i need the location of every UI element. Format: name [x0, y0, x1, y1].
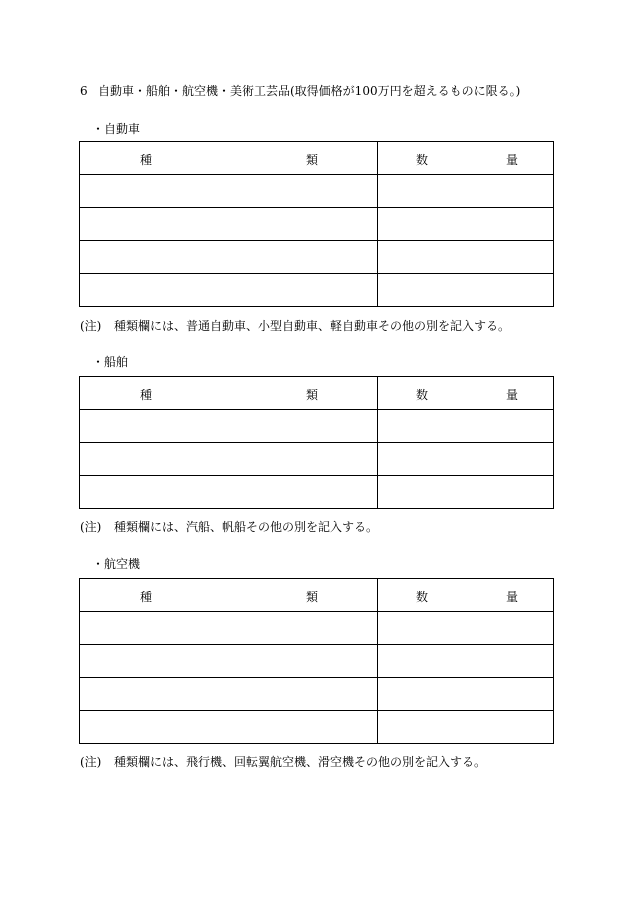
table-row	[80, 612, 554, 645]
table-row	[80, 241, 554, 274]
table-row	[80, 678, 554, 711]
kind-cell[interactable]	[80, 476, 378, 509]
quantity-cell[interactable]	[378, 612, 554, 645]
note-text: 種類欄には、普通自動車、小型自動車、軽自動車その他の別を記入する。	[114, 319, 511, 333]
table-row	[80, 645, 554, 678]
section-title: 自動車・船舶・航空機・美術工芸品(取得価格が100万円を超えるものに限る。)	[98, 84, 521, 98]
ship-subheading: ・船舶	[92, 355, 129, 369]
aircraft-table	[79, 578, 554, 744]
kind-cell[interactable]	[80, 645, 378, 678]
kind-cell[interactable]	[80, 274, 378, 307]
quantity-cell[interactable]	[378, 711, 554, 744]
table-header-row	[80, 377, 554, 410]
kind-cell[interactable]	[80, 443, 378, 476]
kind-cell[interactable]	[80, 208, 378, 241]
section-heading	[80, 82, 520, 99]
quantity-cell[interactable]	[378, 443, 554, 476]
note-text: 種類欄には、飛行機、回転翼航空機、滑空機その他の別を記入する。	[114, 755, 487, 769]
table-header-row	[80, 142, 554, 175]
kind-cell[interactable]	[80, 678, 378, 711]
aircraft-subheading: ・航空機	[92, 557, 141, 571]
table-row	[80, 274, 554, 307]
ship-table	[79, 376, 554, 509]
table-row	[80, 208, 554, 241]
quantity-header: 数 量	[378, 579, 554, 612]
table-row	[80, 711, 554, 744]
car-subheading: ・自動車	[92, 122, 141, 136]
quantity-cell[interactable]	[378, 410, 554, 443]
table-row	[80, 410, 554, 443]
section-number: 6	[80, 84, 88, 98]
quantity-cell[interactable]	[378, 241, 554, 274]
ship-note	[80, 518, 378, 535]
quantity-cell[interactable]	[378, 678, 554, 711]
quantity-cell[interactable]	[378, 274, 554, 307]
quantity-header: 数 量	[378, 377, 554, 410]
car-note	[80, 317, 510, 334]
note-label: (注)	[80, 755, 102, 769]
kind-cell[interactable]	[80, 175, 378, 208]
quantity-cell[interactable]	[378, 175, 554, 208]
quantity-cell[interactable]	[378, 476, 554, 509]
kind-cell[interactable]	[80, 410, 378, 443]
aircraft-note	[80, 753, 486, 770]
table-row	[80, 175, 554, 208]
table-header-row	[80, 579, 554, 612]
kind-header: 種 類	[80, 579, 378, 612]
car-table	[79, 141, 554, 307]
quantity-cell[interactable]	[378, 208, 554, 241]
note-text: 種類欄には、汽船、帆船その他の別を記入する。	[114, 520, 379, 534]
quantity-cell[interactable]	[378, 645, 554, 678]
table-row	[80, 443, 554, 476]
kind-header: 種 類	[80, 142, 378, 175]
table-row	[80, 476, 554, 509]
note-label: (注)	[80, 319, 102, 333]
kind-cell[interactable]	[80, 612, 378, 645]
note-label: (注)	[80, 520, 102, 534]
kind-cell[interactable]	[80, 241, 378, 274]
kind-cell[interactable]	[80, 711, 378, 744]
quantity-header: 数 量	[378, 142, 554, 175]
kind-header: 種 類	[80, 377, 378, 410]
